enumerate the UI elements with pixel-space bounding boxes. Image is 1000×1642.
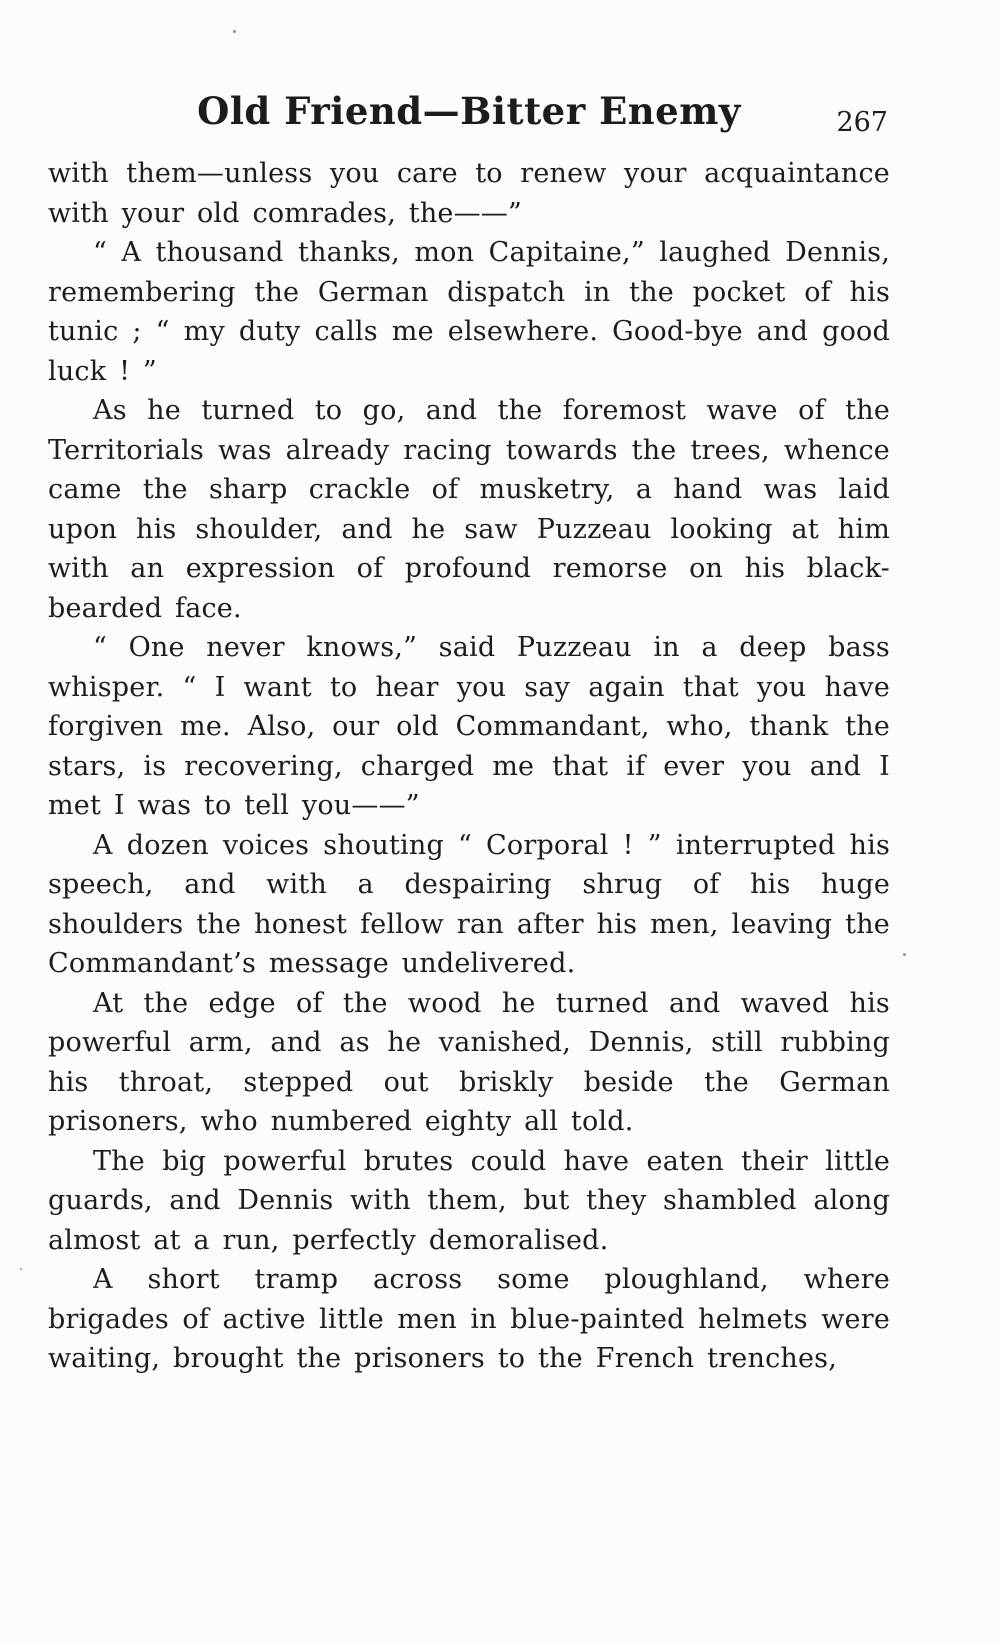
paragraph: A dozen voices shouting “ Corporal ! ” interrupted his speech, and with a despairing shrug of his huge shoulders the honest fellow ran after his men, leaving the Commandant’s message undelivered. bbox=[48, 829, 890, 979]
page-body bbox=[48, 154, 890, 1379]
paragraph: “ A thousand thanks, mon Capitaine,” laughed Dennis, remembering the German dispatch in the pocket of his tunic ; “ my duty calls me elsewhere. Good-bye and good luck ! ” bbox=[48, 237, 890, 387]
page-header bbox=[48, 84, 890, 138]
paragraph: “ One never knows,” said Puzzeau in a deep bass whisper. “ I want to hear you say again that you have forgiven me. Also, our old Commandant, who, thank the stars, is recovering, charged me that if ever you and I met I was to tell you——” bbox=[48, 632, 890, 821]
paragraph: At the edge of the wood he turned and waved his powerful arm, and as he vanished, Dennis, still rubbing his throat, stepped out briskly beside the German prisoners, who numbered eighty all told. bbox=[48, 987, 890, 1137]
paragraph: The big powerful brutes could have eaten their little guards, and Dennis with them, but they shambled along almost at a run, perfectly demoralised. bbox=[48, 1145, 890, 1256]
paragraph: A short tramp across some ploughland, where brigades of active little men in blue-painted helmets were waiting, brought the prisoners to the French trenches, bbox=[48, 1264, 890, 1374]
scan-artifact bbox=[20, 1268, 22, 1270]
paragraph: with them—unless you care to renew your acquaintance with your old comrades, the——” bbox=[48, 158, 890, 229]
scan-artifact bbox=[233, 30, 236, 33]
page-content bbox=[48, 84, 890, 1379]
scan-artifact bbox=[903, 953, 906, 956]
paragraph: As he turned to go, and the foremost wave of the Territorials was already racing towards the trees, whence came the sharp crackle of musketry, a hand was laid upon his shoulder, and he saw Puzzeau looking at him with an expression of profound remorse on his black-bearded face. bbox=[48, 395, 890, 624]
chapter-title: Old Friend—Bitter Enemy bbox=[197, 89, 741, 133]
page-number: 267 bbox=[836, 107, 888, 138]
